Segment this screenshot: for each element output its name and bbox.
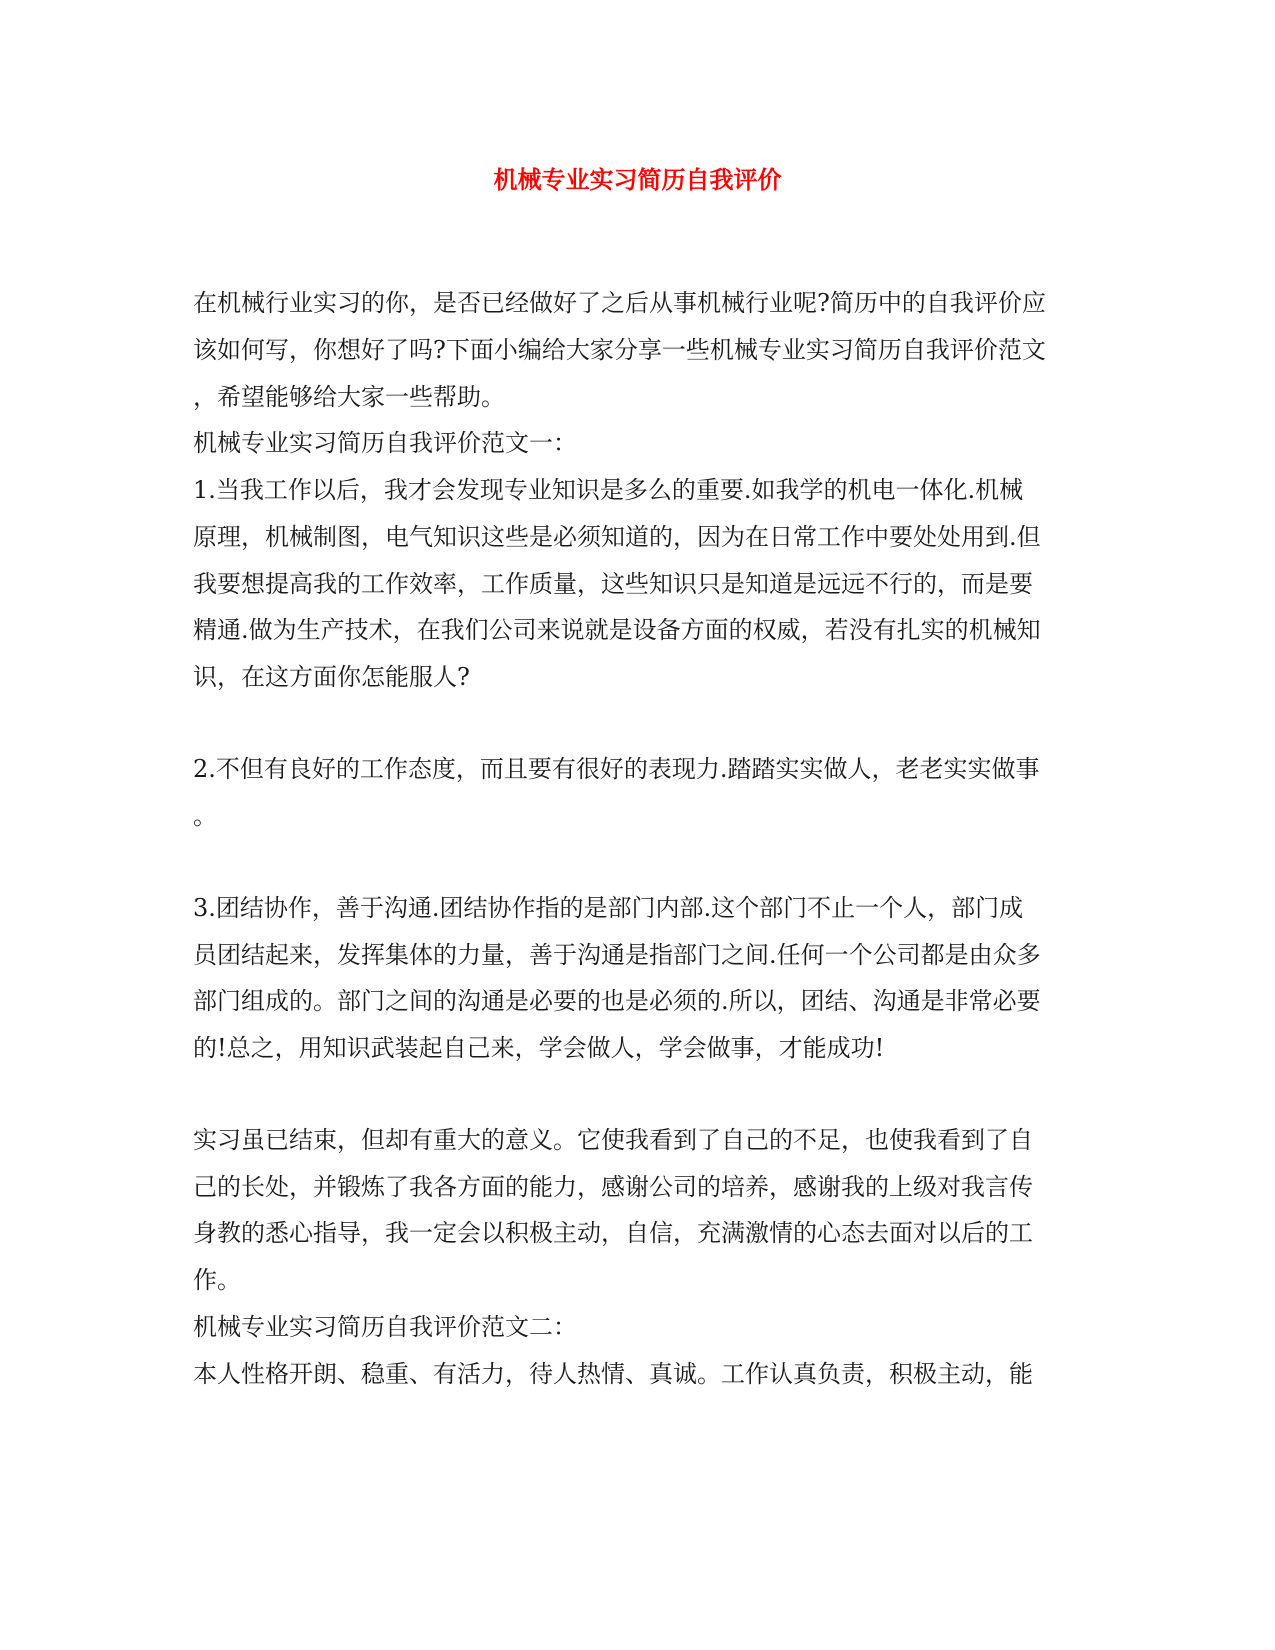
item-1-line-4: 精通.做为生产技术，在我们公司来说就是设备方面的权威，若没有扎实的机械知 xyxy=(193,616,1041,644)
intro-line-2: 该如何写，你想好了吗?下面小编给大家分享一些机械专业实习简历自我评价范文 xyxy=(193,336,1046,364)
item-1-line-3: 我要想提高我的工作效率，工作质量，这些知识只是知道是远远不行的，而是要 xyxy=(193,570,1033,598)
closing-line-1: 实习虽已结束，但却有重大的意义。它使我看到了自己的不足，也使我看到了自 xyxy=(193,1126,1033,1154)
item-2-line-1: 2.不但有良好的工作态度，而且要有很好的表现力.踏踏实实做人，老老实实做事 xyxy=(193,755,1040,783)
closing-line-4: 作。 xyxy=(193,1266,241,1294)
item-3-line-3: 部门组成的。部门之间的沟通是必要的也是必须的.所以，团结、沟通是非常必要 xyxy=(193,987,1041,1015)
sample-2-line-1: 本人性格开朗、稳重、有活力，待人热情、真诚。工作认真负责，积极主动，能 xyxy=(193,1360,1033,1388)
closing-line-2: 己的长处，并锻炼了我各方面的能力，感谢公司的培养，感谢我的上级对我言传 xyxy=(193,1173,1033,1201)
item-3-line-4: 的!总之，用知识武装起自己来，学会做人，学会做事，才能成功! xyxy=(193,1034,885,1062)
item-3-line-2: 员团结起来，发挥集体的力量，善于沟通是指部门之间.任何一个公司都是由众多 xyxy=(193,941,1041,969)
item-1-line-5: 识，在这方面你怎能服人? xyxy=(193,663,470,691)
intro-line-3: ，希望能够给大家一些帮助。 xyxy=(193,383,505,411)
item-2-line-2: 。 xyxy=(193,802,217,830)
section-heading-sample-1: 机械专业实习简历自我评价范文一： xyxy=(193,429,577,457)
closing-line-3: 身教的悉心指导，我一定会以积极主动，自信，充满激情的心态去面对以后的工 xyxy=(193,1219,1033,1247)
document-title: 机械专业实习简历自我评价 xyxy=(493,165,782,194)
item-1-line-1: 1.当我工作以后，我才会发现专业知识是多么的重要.如我学的机电一体化.机械 xyxy=(193,476,1024,504)
item-1-line-2: 原理，机械制图，电气知识这些是必须知道的，因为在日常工作中要处处用到.但 xyxy=(193,523,1041,551)
item-3-line-1: 3.团结协作，善于沟通.团结协作指的是部门内部.这个部门不止一个人，部门成 xyxy=(193,894,1024,922)
intro-line-1: 在机械行业实习的你，是否已经做好了之后从事机械行业呢?简历中的自我评价应 xyxy=(193,289,1046,317)
section-heading-sample-2: 机械专业实习简历自我评价范文二： xyxy=(193,1313,577,1341)
